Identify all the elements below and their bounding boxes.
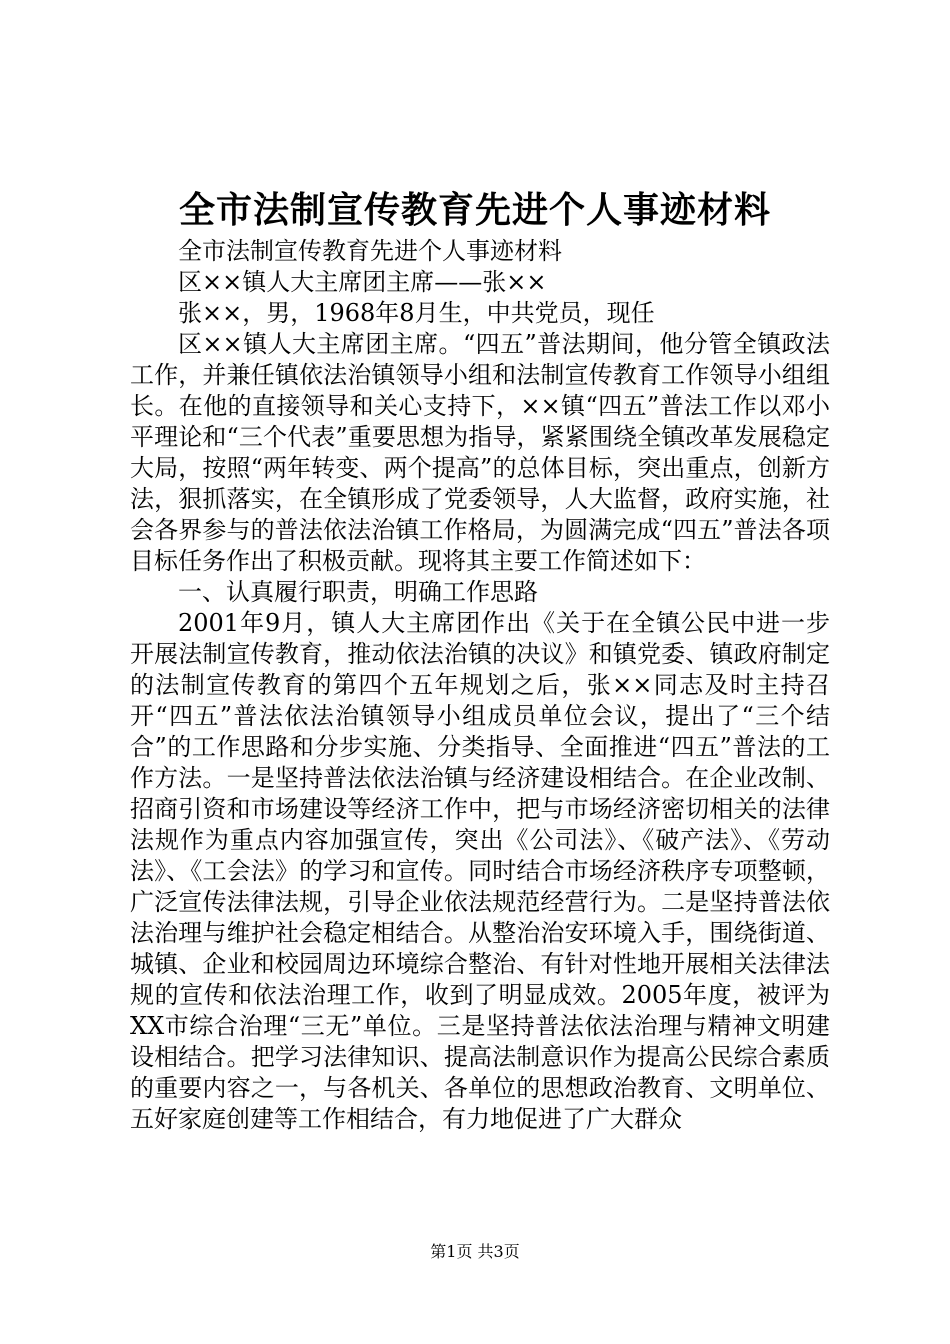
paragraph-intro: 张××，男，1968年8月生，中共党员，现任 [178, 299, 655, 327]
section-heading-1: 一、认真履行职责，明确工作思路 [178, 578, 538, 606]
paragraph-person-title: 区××镇人大主席团主席——张×× [178, 268, 547, 296]
paragraph-section-1: 2001年9月，镇人大主席团作出《关于在全镇公民中进一步开展法制宣传教育，推动依法治镇的决议》和镇党委、镇政府制定的法制宣传教育的第四个五年规划之后，张××同志及时主持召开“四五”普法依法治镇领导小组成员单位会议，提出了“三个结合”的工作思路和分步实施、分类指导、全面推进“四五”普法的工作方法。一是坚持普法依法治镇与经济建设相结合。在企业改制、招商引资和市场建设等经济工作中，把与市场经济密切相关的法律法规作为重点内容加强宣传，突出《公司法》、《破产法》、《劳动法》、《工会法》的学习和宣传。同时结合市场经济秩序专项整顿，广泛宣传法律法规，引导企业依法规范经营行为。二是坚持普法依法治理与维护社会稳定相结合。从整治治安环境入手，围绕街道、城镇、企业和校园周边环境综合整治、有针对性地开展相关法律法规的宣传和依法治理工作，收到了明显成效。2005年度，被评为XX市综合治理“三无”单位。三是坚持普法依法治理与精神文明建设相结合。把学习法律知识、提高法制意识作为提高公民综合素质的重要内容之一，与各机关、各单位的思想政治教育、文明单位、五好家庭创建等工作相结合，有力地促进了广大群众 [130, 609, 830, 1133]
paragraph-overview: 区××镇人大主席团主席。“四五”普法期间，他分管全镇政法工作，并兼任镇依法治镇领导小组和法制宣传教育工作领导小组组长。在他的直接领导和关心支持下，××镇“四五”普法工作以邓小平理论和“三个代表”重要思想为指导，紧紧围绕全镇改革发展稳定大局，按照“两年转变、两个提高”的总体目标，突出重点，创新方法，狠抓落实，在全镇形成了党委领导，人大监督，政府实施，社会各界参与的普法依法治镇工作格局，为圆满完成“四五”普法各项目标任务作出了积极贡献。现将其主要工作简述如下： [130, 330, 830, 575]
document-title: 全市法制宣传教育先进个人事迹材料 [178, 189, 771, 231]
paragraph-subtitle: 全市法制宣传教育先进个人事迹材料 [178, 237, 562, 265]
page-footer: 第1页 共3页 [430, 1242, 520, 1261]
document-body [130, 236, 830, 1135]
